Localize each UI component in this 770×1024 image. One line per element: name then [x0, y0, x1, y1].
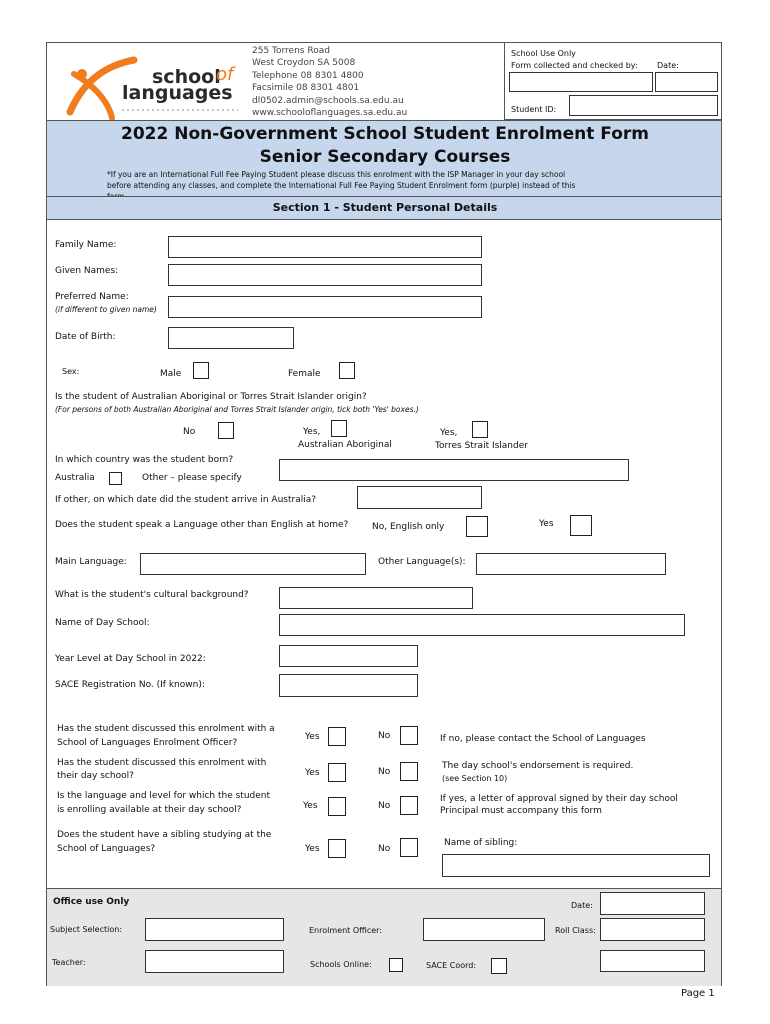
given-names-field[interactable] [168, 264, 482, 286]
other-languages-label: Other Language(s): [378, 557, 466, 567]
logo-of-text: of [216, 64, 234, 85]
male-label: Male [160, 369, 182, 379]
question-note: If no, please contact the School of Languages [440, 734, 646, 744]
language-yes-label: Yes [539, 519, 554, 529]
no-english-label: No, English only [372, 522, 445, 532]
school-use-title: School Use Only [511, 49, 576, 58]
other-country-field[interactable] [279, 459, 629, 481]
other-languages-field[interactable] [476, 553, 666, 575]
arrival-date-field[interactable] [357, 486, 482, 509]
question-yes-label: Yes [305, 844, 320, 854]
subject-selection-field[interactable] [145, 918, 284, 941]
question-no-label: No [378, 844, 391, 854]
office-extra-field[interactable] [600, 950, 705, 972]
main-language-field[interactable] [140, 553, 366, 575]
sace-coord-label: SACE Coord: [426, 961, 477, 970]
question-label: Is the language and level for which the student [57, 791, 271, 801]
question-yes-checkbox[interactable] [328, 839, 346, 858]
question-no-checkbox[interactable] [400, 762, 418, 781]
address-line: dl0502.admin@schools.sa.edu.au [252, 96, 404, 106]
logo-school-text: school [152, 66, 221, 88]
subject-selection-label: Subject Selection: [50, 925, 123, 934]
family-name-field[interactable] [168, 236, 482, 258]
female-checkbox[interactable] [339, 362, 355, 379]
question-label: is enrolling available at their day school? [57, 805, 242, 815]
yes-aboriginal-checkbox[interactable] [331, 420, 347, 437]
sex-label: Sex: [62, 367, 80, 376]
question-no-label: No [378, 731, 391, 741]
day-school-label: Name of Day School: [55, 618, 150, 628]
international-note: before attending any classes, and complete the International Full Fee Paying Student Enrolment form (purple) instead of this [107, 181, 576, 190]
school-use-panel [504, 42, 722, 120]
yes-torres-checkbox[interactable] [472, 421, 488, 438]
torres-label: Torres Strait Islander [435, 441, 528, 451]
question-label: Does the student have a sibling studying at the [57, 830, 272, 840]
preferred-name-note: (if different to given name) [55, 305, 157, 314]
logo-languages-text: languages [122, 82, 233, 104]
question-note: (see Section 10) [442, 774, 508, 783]
question-no-checkbox[interactable] [400, 796, 418, 815]
roll-class-field[interactable] [600, 918, 705, 941]
student-id-label: Student ID: [511, 105, 557, 114]
question-label: School of Languages Enrolment Officer? [57, 738, 238, 748]
question-yes-label: Yes [305, 732, 320, 742]
collected-label: Form collected and checked by: [511, 61, 638, 70]
year-level-field[interactable] [279, 645, 418, 667]
school-use-date-label: Date: [657, 61, 679, 70]
dob-label: Date of Birth: [55, 332, 116, 342]
no-english-checkbox[interactable] [466, 516, 488, 537]
address-line: Telephone 08 8301 4800 [252, 71, 364, 81]
collected-by-field[interactable] [509, 72, 653, 92]
question-no-checkbox[interactable] [400, 838, 418, 857]
cultural-background-label: What is the student's cultural background? [55, 590, 249, 600]
roll-class-label: Roll Class: [555, 926, 596, 935]
aboriginal-no-checkbox[interactable] [218, 422, 234, 439]
other-specify-label: Other – please specify [142, 473, 242, 483]
page-number: Page 1 [681, 988, 715, 999]
question-note: The day school's endorsement is required. [442, 761, 634, 771]
question-label: Has the student discussed this enrolment with [57, 758, 267, 768]
enrolment-officer-label: Enrolment Officer: [309, 926, 383, 935]
language-yes-checkbox[interactable] [570, 515, 592, 536]
aus-aboriginal-label: Australian Aboriginal [298, 440, 392, 450]
sibling-name-label: Name of sibling: [444, 838, 518, 848]
enrolment-officer-field[interactable] [423, 918, 545, 941]
question-yes-label: Yes [305, 768, 320, 778]
day-school-field[interactable] [279, 614, 685, 636]
question-no-label: No [378, 767, 391, 777]
address-line: www.schooloflanguages.sa.edu.au [252, 108, 408, 118]
language-home-question: Does the student speak a Language other than English at home? [55, 520, 349, 530]
address-line: West Croydon SA 5008 [252, 58, 356, 68]
female-label: Female [288, 369, 321, 379]
question-no-checkbox[interactable] [400, 726, 418, 745]
school-use-date-field[interactable] [655, 72, 718, 92]
yes-torres-label: Yes, [440, 428, 458, 438]
sace-field[interactable] [279, 674, 418, 697]
form-title: 2022 Non-Government School Student Enrolment Form [121, 124, 649, 144]
main-language-label: Main Language: [55, 557, 127, 567]
australia-label: Australia [55, 473, 95, 483]
address-line: Facsimile 08 8301 4801 [252, 83, 360, 93]
question-label: their day school? [57, 771, 134, 781]
family-name-label: Family Name: [55, 240, 117, 250]
student-id-field[interactable] [569, 95, 718, 116]
section-1-title: Section 1 - Student Personal Details [272, 201, 498, 214]
given-names-label: Given Names: [55, 266, 119, 276]
question-no-label: No [378, 801, 391, 811]
preferred-name-field[interactable] [168, 296, 482, 318]
question-yes-checkbox[interactable] [328, 727, 346, 746]
teacher-label: Teacher: [52, 958, 86, 967]
sibling-name-field[interactable] [442, 854, 710, 877]
male-checkbox[interactable] [193, 362, 209, 379]
question-yes-checkbox[interactable] [328, 763, 346, 782]
schools-online-checkbox[interactable] [389, 958, 403, 972]
question-note: If yes, a letter of approval signed by their day school [440, 794, 678, 804]
schools-online-label: Schools Online: [310, 960, 372, 969]
office-use-title: Office use Only [53, 897, 130, 907]
preferred-name-label: Preferred Name: [55, 292, 129, 302]
teacher-field[interactable] [145, 950, 284, 973]
australia-checkbox[interactable] [109, 472, 122, 485]
aboriginal-no-label: No [183, 427, 196, 437]
dob-field[interactable] [168, 327, 294, 349]
year-level-label: Year Level at Day School in 2022: [55, 654, 206, 664]
international-note: *If you are an International Full Fee Paying Student please discuss this enrolment with the ISP Manager in your day school [107, 170, 566, 179]
address-line: 255 Torrens Road [252, 46, 330, 56]
question-note: Principal must accompany this form [440, 806, 602, 816]
cultural-background-field[interactable] [279, 587, 473, 609]
sace-label: SACE Registration No. (If known): [55, 680, 205, 690]
logo [52, 44, 242, 120]
question-label: Has the student discussed this enrolment with a [57, 724, 275, 734]
aboriginal-question: Is the student of Australian Aboriginal or Torres Strait Islander origin? [55, 392, 367, 402]
country-born-question: In which country was the student born? [55, 455, 234, 465]
sace-coord-checkbox[interactable] [491, 958, 507, 974]
yes-aboriginal-label: Yes, [303, 427, 321, 437]
question-label: School of Languages? [57, 844, 156, 854]
question-yes-label: Yes [303, 801, 318, 811]
office-date-field[interactable] [600, 892, 705, 915]
aboriginal-note: (For persons of both Australian Aboriginal and Torres Strait Islander origin, tick both 'Yes' boxes.) [55, 405, 419, 414]
question-yes-checkbox[interactable] [328, 797, 346, 816]
form-subtitle: Senior Secondary Courses [259, 147, 511, 167]
arrival-date-question: If other, on which date did the student arrive in Australia? [55, 495, 317, 505]
office-date-label: Date: [571, 901, 593, 910]
